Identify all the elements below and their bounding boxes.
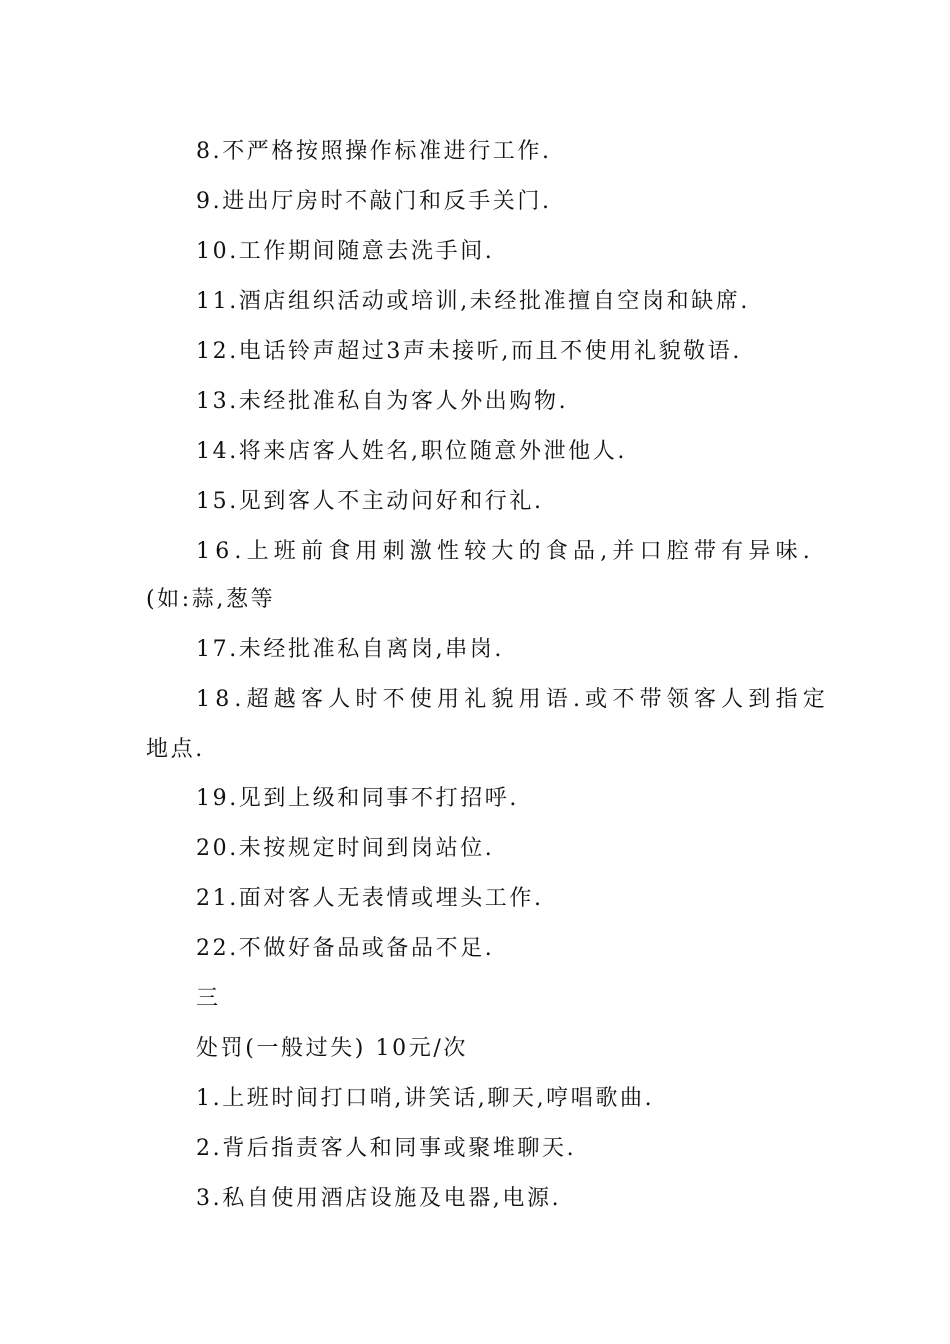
rule-item-15: 15.见到客人不主动问好和行礼. [196, 489, 544, 514]
rule-item-21: 21.面对客人无表情或埋头工作. [196, 886, 544, 911]
rule-item-8: 8.不严格按照操作标准进行工作. [196, 139, 552, 164]
rule-item-19: 19.见到上级和同事不打招呼. [196, 786, 519, 811]
section-heading-three: 三 [196, 986, 221, 1011]
rule-item-10: 10.工作期间随意去洗手间. [196, 239, 495, 264]
rule-item-16-continuation: (如:蒜,葱等 [146, 587, 276, 612]
rule-item-11: 11.酒店组织活动或培训,未经批准擅自空岗和缺席. [196, 289, 750, 314]
rule-item-22: 22.不做好备品或备品不足. [196, 936, 495, 961]
penalty-item-1: 1.上班时间打口哨,讲笑话,聊天,哼唱歌曲. [196, 1086, 655, 1111]
penalty-item-3: 3.私自使用酒店设施及电器,电源. [196, 1186, 562, 1211]
rule-item-16: 16.上班前食用刺激性较大的食品,并口腔带有异味. [196, 539, 815, 564]
rule-item-12: 12.电话铃声超过3声未接听,而且不使用礼貌敬语. [196, 339, 742, 364]
penalty-heading: 处罚(一般过失) 10元/次 [196, 1036, 468, 1061]
rule-item-9: 9.进出厅房时不敲门和反手关门. [196, 189, 552, 214]
rule-item-18-continuation: 地点. [146, 737, 205, 762]
rule-item-14: 14.将来店客人姓名,职位随意外泄他人. [196, 439, 627, 464]
rule-item-20: 20.未按规定时间到岗站位. [196, 836, 495, 861]
rule-item-18: 18.超越客人时不使用礼貌用语.或不带领客人到指定 [196, 687, 830, 712]
rule-item-17: 17.未经批准私自离岗,串岗. [196, 637, 504, 662]
rule-item-13: 13.未经批准私自为客人外出购物. [196, 389, 569, 414]
penalty-item-2: 2.背后指责客人和同事或聚堆聊天. [196, 1136, 577, 1161]
